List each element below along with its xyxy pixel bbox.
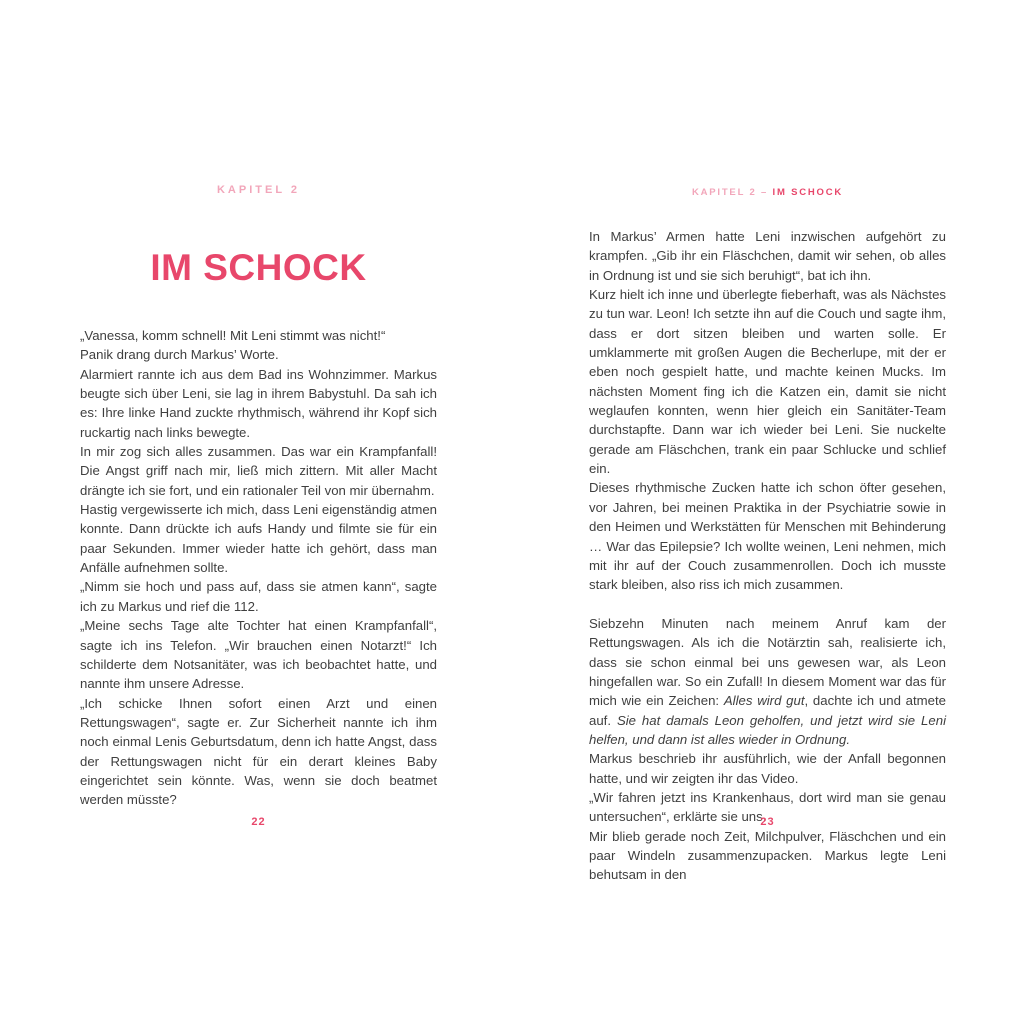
- text-run: Markus beschrieb ihr ausführlich, wie der Anfall begonnen hatte, und wir zeigten ihr das Video.: [589, 751, 946, 786]
- left-page-body: [80, 326, 437, 810]
- paragraph: [80, 345, 437, 364]
- paragraph: [589, 614, 946, 749]
- italic-text-run: Sie hat damals Leon geholfen, und jetzt wird sie Leni helfen, und dann ist alles wieder in Ordnung.: [589, 712, 946, 747]
- paragraph: [80, 577, 437, 616]
- running-head-left: KAPITEL 2: [216, 184, 301, 196]
- page-right: [589, 0, 946, 1024]
- text-run: Panik drang durch Markus’ Worte.: [80, 347, 279, 363]
- paragraph: [80, 694, 437, 810]
- text-run: „Ich schicke Ihnen sofort einen Arzt und einen Rettungswagen“, sagte er. Zur Sicherheit nannte ich ihm noch einmal Lenis Geburtsdatum, denn ich hatte Angst, dass der Rettungswagen nicht für ein derart kleines Baby eingerichtet sein könnte. Was, wenn sie doch beatmet werden müsste?: [80, 695, 437, 808]
- text-run: Dieses rhythmische Zucken hatte ich schon öfter gesehen, vor Jahren, bei meinen Praktika in der Psychiatrie sowie in den Heimen und Werkstätten für Menschen mit Behinderung … War das Epilepsie? Ich wollte weinen, Leni nehmen, mich mit ihr auf der Couch zusammenrollen. Doch ich musste stark bleiben, also riss ich mich zusammen.: [589, 480, 946, 593]
- text-run: „Nimm sie hoch und pass auf, dass sie atmen kann“, sagte ich zu Markus und rief die 112.: [80, 579, 437, 614]
- text-run: Hastig vergewisserte ich mich, dass Leni eigenständig atmen konnte. Dann drückte ich aufs Handy und filmte sie für ein paar Sekunden. Immer wieder hatte ich gehört, dass man Anfälle aufnehmen sollte.: [80, 502, 437, 576]
- right-page-body: [589, 227, 946, 885]
- text-run: In Markus’ Armen hatte Leni inzwischen aufgehört zu krampfen. „Gib ihr ein Fläschchen, damit wir sehen, ob alles in Ordnung ist und sie sich beruhigt“, bat ich ihn.: [589, 229, 946, 283]
- paragraph: [589, 827, 946, 885]
- paragraph: [80, 616, 437, 693]
- running-head-right: [589, 187, 946, 198]
- text-run: „Meine sechs Tage alte Tochter hat einen Krampfanfall“, sagte ich ins Telefon. „Wir brauchen einen Notarzt!“ Ich schilderte dem Notsanitäter, was ich beobachtet hatte, und nannte ihm unsere Adresse.: [80, 618, 437, 692]
- paragraph: [80, 326, 437, 345]
- paragraph: [589, 285, 946, 478]
- text-run: „Wir fahren jetzt ins Krankenhaus, dort wird man sie genau untersuchen“, erklärte sie uns.: [589, 789, 946, 825]
- text-run: Siebzehn Minuten nach meinem Anruf kam der Rettungswagen. Als ich die Notärztin sah, realisierte ich, dass sie schon einmal bei uns gewesen war, als Leon hingefallen war. So ein Zufall! In diesem Moment war das für mich wie ein Zeichen:: [589, 615, 946, 709]
- paragraph: [589, 478, 946, 594]
- page-left: [80, 0, 437, 1024]
- running-head-chapter-label: KAPITEL 2 –: [691, 187, 773, 198]
- text-run: Mir blieb gerade noch Zeit, Milchpulver, Fläschchen und ein paar Windeln zusammenzupacken. Markus legte Leni behutsam in den: [589, 828, 946, 883]
- text-run: , dachte ich und atmete auf.: [589, 693, 946, 728]
- paragraph: [589, 749, 946, 788]
- text-run: In mir zog sich alles zusammen. Das war ein Krampfanfall! Die Angst griff nach mir, ließ mich zittern. Mit aller Macht drängte ich sie fort, und ein rationaler Teil von mir übernahm.: [80, 444, 437, 498]
- page-number-right: 23: [760, 816, 775, 828]
- text-run: „Vanessa, komm schnell! Mit Leni stimmt was nicht!“: [80, 328, 386, 343]
- text-run: Kurz hielt ich inne und überlegte fieberhaft, was als Nächstes zu tun war. Leon! Ich setzte ihn auf die Couch und sagte ihm, dass er dort sitzen bleiben und warten solle. Er umklammerte mit großen Augen die Becherlupe, mit der er eben noch gespielt hatte, und machte keinen Mucks. Im nächsten Moment fing ich die Katzen ein, damit sie nicht weglaufen konnten, wenn hier gleich ein Sanitäter-Team durchstapfte. Dann war ich wieder bei Leni. Sie nuckelte gerade am Fläschchen, trank ein paar Schlucke und schlief ein.: [589, 287, 947, 477]
- chapter-title: IM SCHOCK: [150, 247, 367, 288]
- running-head-section-label: IM SCHOCK: [772, 187, 844, 198]
- paragraph: [80, 442, 437, 500]
- text-run: Alarmiert rannte ich aus dem Bad ins Wohnzimmer. Markus beugte sich über Leni, sie lag in ihrem Babystuhl. Da sah ich es: Ihre linke Hand zuckte rhythmisch, während ihr Kopf sich ruckartig nach links bewegte.: [80, 366, 437, 440]
- paragraph: [80, 500, 437, 577]
- paragraph: [589, 227, 946, 285]
- page-number-left: 22: [251, 816, 266, 828]
- paragraph: [80, 365, 437, 442]
- italic-text-run: Alles wird gut: [723, 693, 805, 709]
